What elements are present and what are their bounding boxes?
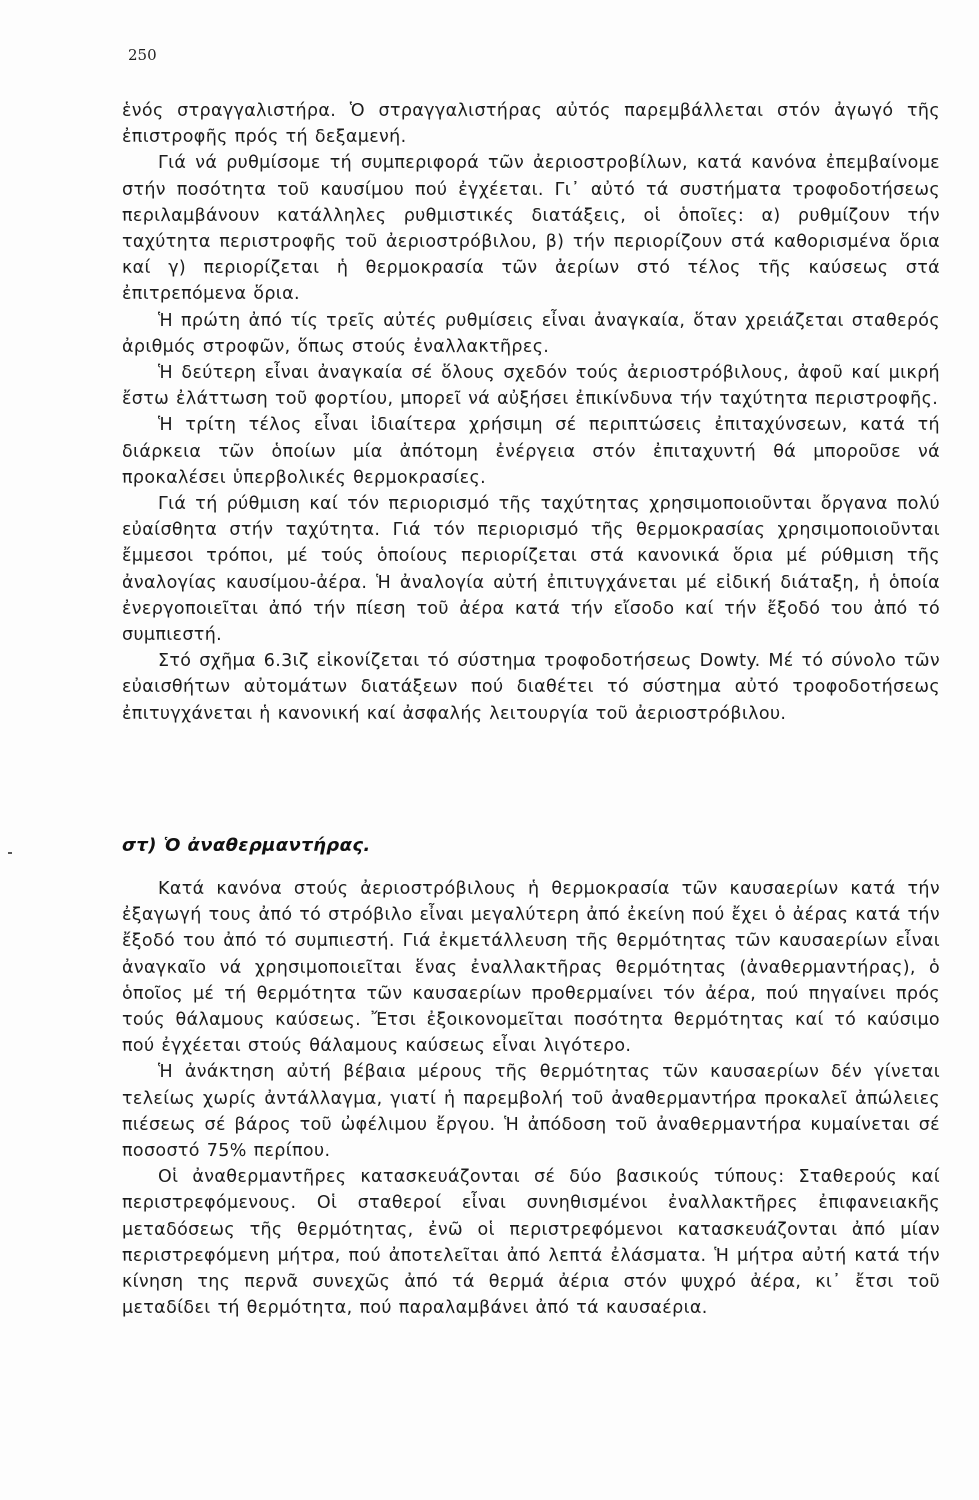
paragraph: ἑνός στραγγαλιστήρα. Ὁ στραγγαλιστήρας αὐτός παρεμβάλλεται στόν ἀγωγό τῆς ἐπιστροφῆς πρός τή δεξαμενή. <box>122 101 940 148</box>
paragraph: Γιά τή ρύθμιση καί τόν περιορισμό τῆς ταχύτητας χρησιμοποιοῦνται ὄργανα πολύ εὐαίσθητα στήν ταχύτητα. Γιά τόν περιορισμό τῆς θερμοκρασίας χρησιμοποιοῦνται ἔμμεσοι τρόποι, μέ τούς ὁποίους περιορίζεται στά κανονικά ὅρια μέ ρύθμιση τῆς ἀναλογίας καυσίμου-ἀέρα. Ἡ ἀναλογία αὐτή ἐπιτυγχάνεται μέ εἰδική διάταξη, ἡ ὁποία ἐνεργοποιεῖται ἀπό τήν πίεση τοῦ ἀέρα κατά τήν εἴσοδο καί τήν ἔξοδό του ἀπό τό συμπιεστή. <box>122 494 940 646</box>
paragraph: Κατά κανόνα στούς ἀεριοστρόβιλους ἡ θερμοκρασία τῶν καυσαερίων κατά τήν ἐξαγωγή τους ἀπό τό στρόβιλο εἶναι μεγαλύτερη ἀπό ἐκείνη πού ἔχει ὁ ἀέρας κατά τήν ἔξοδό του ἀπό τό συμπιεστή. Γιά ἐκμετάλλευση τῆς θερμότητας τῶν καυσαερίων εἶναι ἀναγκαῖο νά χρησιμοποιεῖται ἕνας ἐναλλακτῆρας θερμότητας (ἀναθερμαντήρας), ὁ ὁποῖος μέ τή θερμότητα τῶν καυσαερίων προθερμαίνει τόν ἀέρα, πού πηγαίνει πρός τούς θάλαμους καύσεως. Ἔτσι ἐξοικονομεῖται ποσότητα θερμότητας καί τό καύσιμο πού ἐγχέεται στούς θάλαμους καύσεως εἶναι λιγότερο. <box>122 879 940 1057</box>
body-text-bottom <box>122 876 940 1321</box>
paragraph: Ἡ τρίτη τέλος εἶναι ἰδιαίτερα χρήσιμη σέ περιπτώσεις ἐπιταχύνσεων, κατά τή διάρκεια τῶν ὁποίων μία ἀπότομη ἐνέργεια στόν ἐπιταχυντή θά μποροῦσε νά προκαλέσει ὑπερβολικές θερμοκρασίες. <box>122 415 940 488</box>
paragraph: Οἱ ἀναθερμαντῆρες κατασκευάζονται σέ δύο βασικούς τύπους: Σταθερούς καί περιστρεφόμενους. Οἱ σταθεροί εἶναι συνηθισμένοι ἐναλλακτῆρες ἐπιφανειακῆς μεταδόσεως τῆς θερμότητας, ἐνῶ οἱ περιστρεφόμενοι κατασκευάζονται ἀπό μίαν περιστρεφόμενη μήτρα, πού ἀποτελεῖται ἀπό λεπτά ἐλάσματα. Ἡ μήτρα αὐτή κατά τήν κίνηση της περνᾶ συνεχῶς ἀπό τά θερμά ἀέρια στόν ψυχρό ἀέρα, κι᾽ ἔτσι τοῦ μεταδίδει τή θερμότητα, πού παραλαμβάνει ἀπό τά καυσαέρια. <box>122 1167 940 1319</box>
paragraph: Ἡ πρώτη ἀπό τίς τρεῖς αὐτές ρυθμίσεις εἶναι ἀναγκαία, ὅταν χρειάζεται σταθερός ἀριθμός στροφῶν, ὅπως στούς ἐναλλακτῆρες. <box>122 310 940 357</box>
paragraph: Στό σχῆμα 6.3ιζ εἰκονίζεται τό σύστημα τροφοδοτήσεως Dowty. Μέ τό σύνολο τῶν εὐαισθήτων αὐτομάτων διατάξεων πού διαθέτει τό σύστημα αὐτό τροφοδοτήσεως ἐπιτυγχάνεται ἡ κανονική καί ἀσφαλής λειτουργία τοῦ ἀεριοστρόβιλου. <box>122 651 940 724</box>
body-text-top <box>122 98 940 727</box>
paragraph: Ἡ ἀνάκτηση αὐτή βέβαια μέρους τῆς θερμότητας τῶν καυσαερίων δέν γίνεται τελείως χωρίς ἀντάλλαγμα, γιατί ἡ παρεμβολή τοῦ ἀναθερμαντήρα προκαλεῖ ἀπώλειες πιέσεως σέ βάρος τοῦ ὠφέλιμου ἔργου. Ἡ ἀπόδοση τοῦ ἀναθερμαντήρα κυμαίνεται σέ ποσοστό 75% περίπου. <box>122 1062 940 1162</box>
section-heading: στ) Ὁ ἀναθερμαντήρας. <box>122 835 371 856</box>
paragraph: Γιά νά ρυθμίσομε τή συμπεριφορά τῶν ἀεριοστροβίλων, κατά κανόνα ἐπεμβαίνομε στήν ποσότητα τοῦ καυσίμου πού ἐγχέεται. Γι᾽ αὐτό τά συστήματα τροφοδοτήσεως περιλαμβάνουν κατάλληλες ρυθμιστικές διατάξεις, οἱ ὁποῖες: α) ρυθμίζουν τήν ταχύτητα περιστροφῆς τοῦ ἀεριοστρόβιλου, β) τήν περιορίζουν στά καθορισμένα ὅρια καί γ) περιορίζεται ἡ θερμοκρασία τῶν ἀερίων στό τέλος τῆς καύσεως στά ἐπιτρεπόμενα ὅρια. <box>122 153 940 305</box>
scan-speck <box>8 852 12 854</box>
page-number: 250 <box>128 46 157 64</box>
paragraph: Ἡ δεύτερη εἶναι ἀναγκαία σέ ὅλους σχεδόν τούς ἀεριοστρόβιλους, ἀφοῦ καί μικρή ἔστω ἐλάττωση τοῦ φορτίου, μπορεῖ νά αὐξήσει ἐπικίνδυνα τήν ταχύτητα περιστροφῆς. <box>122 363 940 410</box>
